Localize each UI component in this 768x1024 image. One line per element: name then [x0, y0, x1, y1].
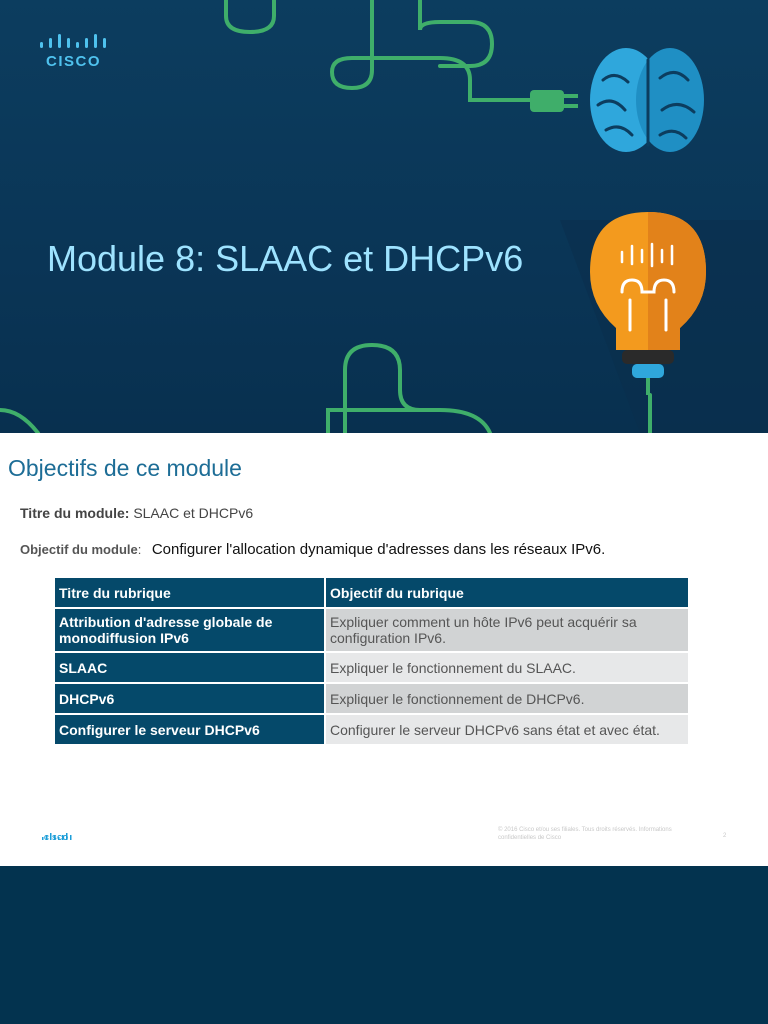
table-row [55, 609, 690, 653]
slide-title: Objectifs de ce module [8, 455, 242, 481]
plug-icon [530, 90, 578, 112]
objectives-slide [0, 433, 768, 866]
cisco-logo-small [42, 827, 74, 845]
objective-cell: Expliquer comment un hôte IPv6 peut acquérir sa configuration IPv6. [326, 609, 690, 653]
module-title-label: Titre du module: [20, 505, 130, 521]
table-row [55, 715, 690, 746]
objective-cell: Expliquer le fonctionnement de DHCPv6. [326, 684, 690, 715]
page-number: 2 [723, 833, 727, 839]
table-header-row [55, 578, 690, 609]
topic-cell: Attribution d'adresse globale de monodiffusion IPv6 [55, 609, 326, 653]
table-row [55, 684, 690, 715]
module-title: Module 8: SLAAC et DHCPv6 [47, 238, 524, 279]
cisco-bars-icon [40, 34, 110, 50]
topics-table [55, 578, 690, 746]
module-title-line [20, 505, 253, 521]
topic-cell: Configurer le serveur DHCPv6 [55, 715, 326, 746]
slide-background [0, 866, 768, 1024]
cisco-logo [40, 34, 110, 70]
circuit-illustration [0, 0, 768, 433]
objective-cell: Expliquer le fonctionnement du SLAAC. [326, 653, 690, 684]
module-objective-label: Objectif du module [20, 542, 138, 557]
topic-cell: SLAAC [55, 653, 326, 684]
topic-cell: DHCPv6 [55, 684, 326, 715]
cisco-wordmark-small: CISCO [44, 835, 69, 842]
table-header-topic: Titre du rubrique [55, 578, 326, 609]
module-objective-value: Configurer l'allocation dynamique d'adresses dans les réseaux IPv6. [151, 541, 606, 558]
module-objective-line [20, 541, 605, 559]
title-slide [0, 0, 768, 433]
footer-copyright: © 2016 Cisco et/ou ses filiales. Tous droits réservés. Informations confidentielles de Cisco [498, 827, 672, 841]
module-objective-separator: : [137, 542, 142, 557]
table-row [55, 653, 690, 684]
objective-cell: Configurer le serveur DHCPv6 sans état et avec état. [326, 715, 690, 746]
module-title-value: SLAAC et DHCPv6 [133, 505, 254, 521]
brain-icon [590, 48, 704, 152]
cisco-wordmark: CISCO [46, 53, 102, 70]
table-header-objective: Objectif du rubrique [326, 578, 690, 609]
